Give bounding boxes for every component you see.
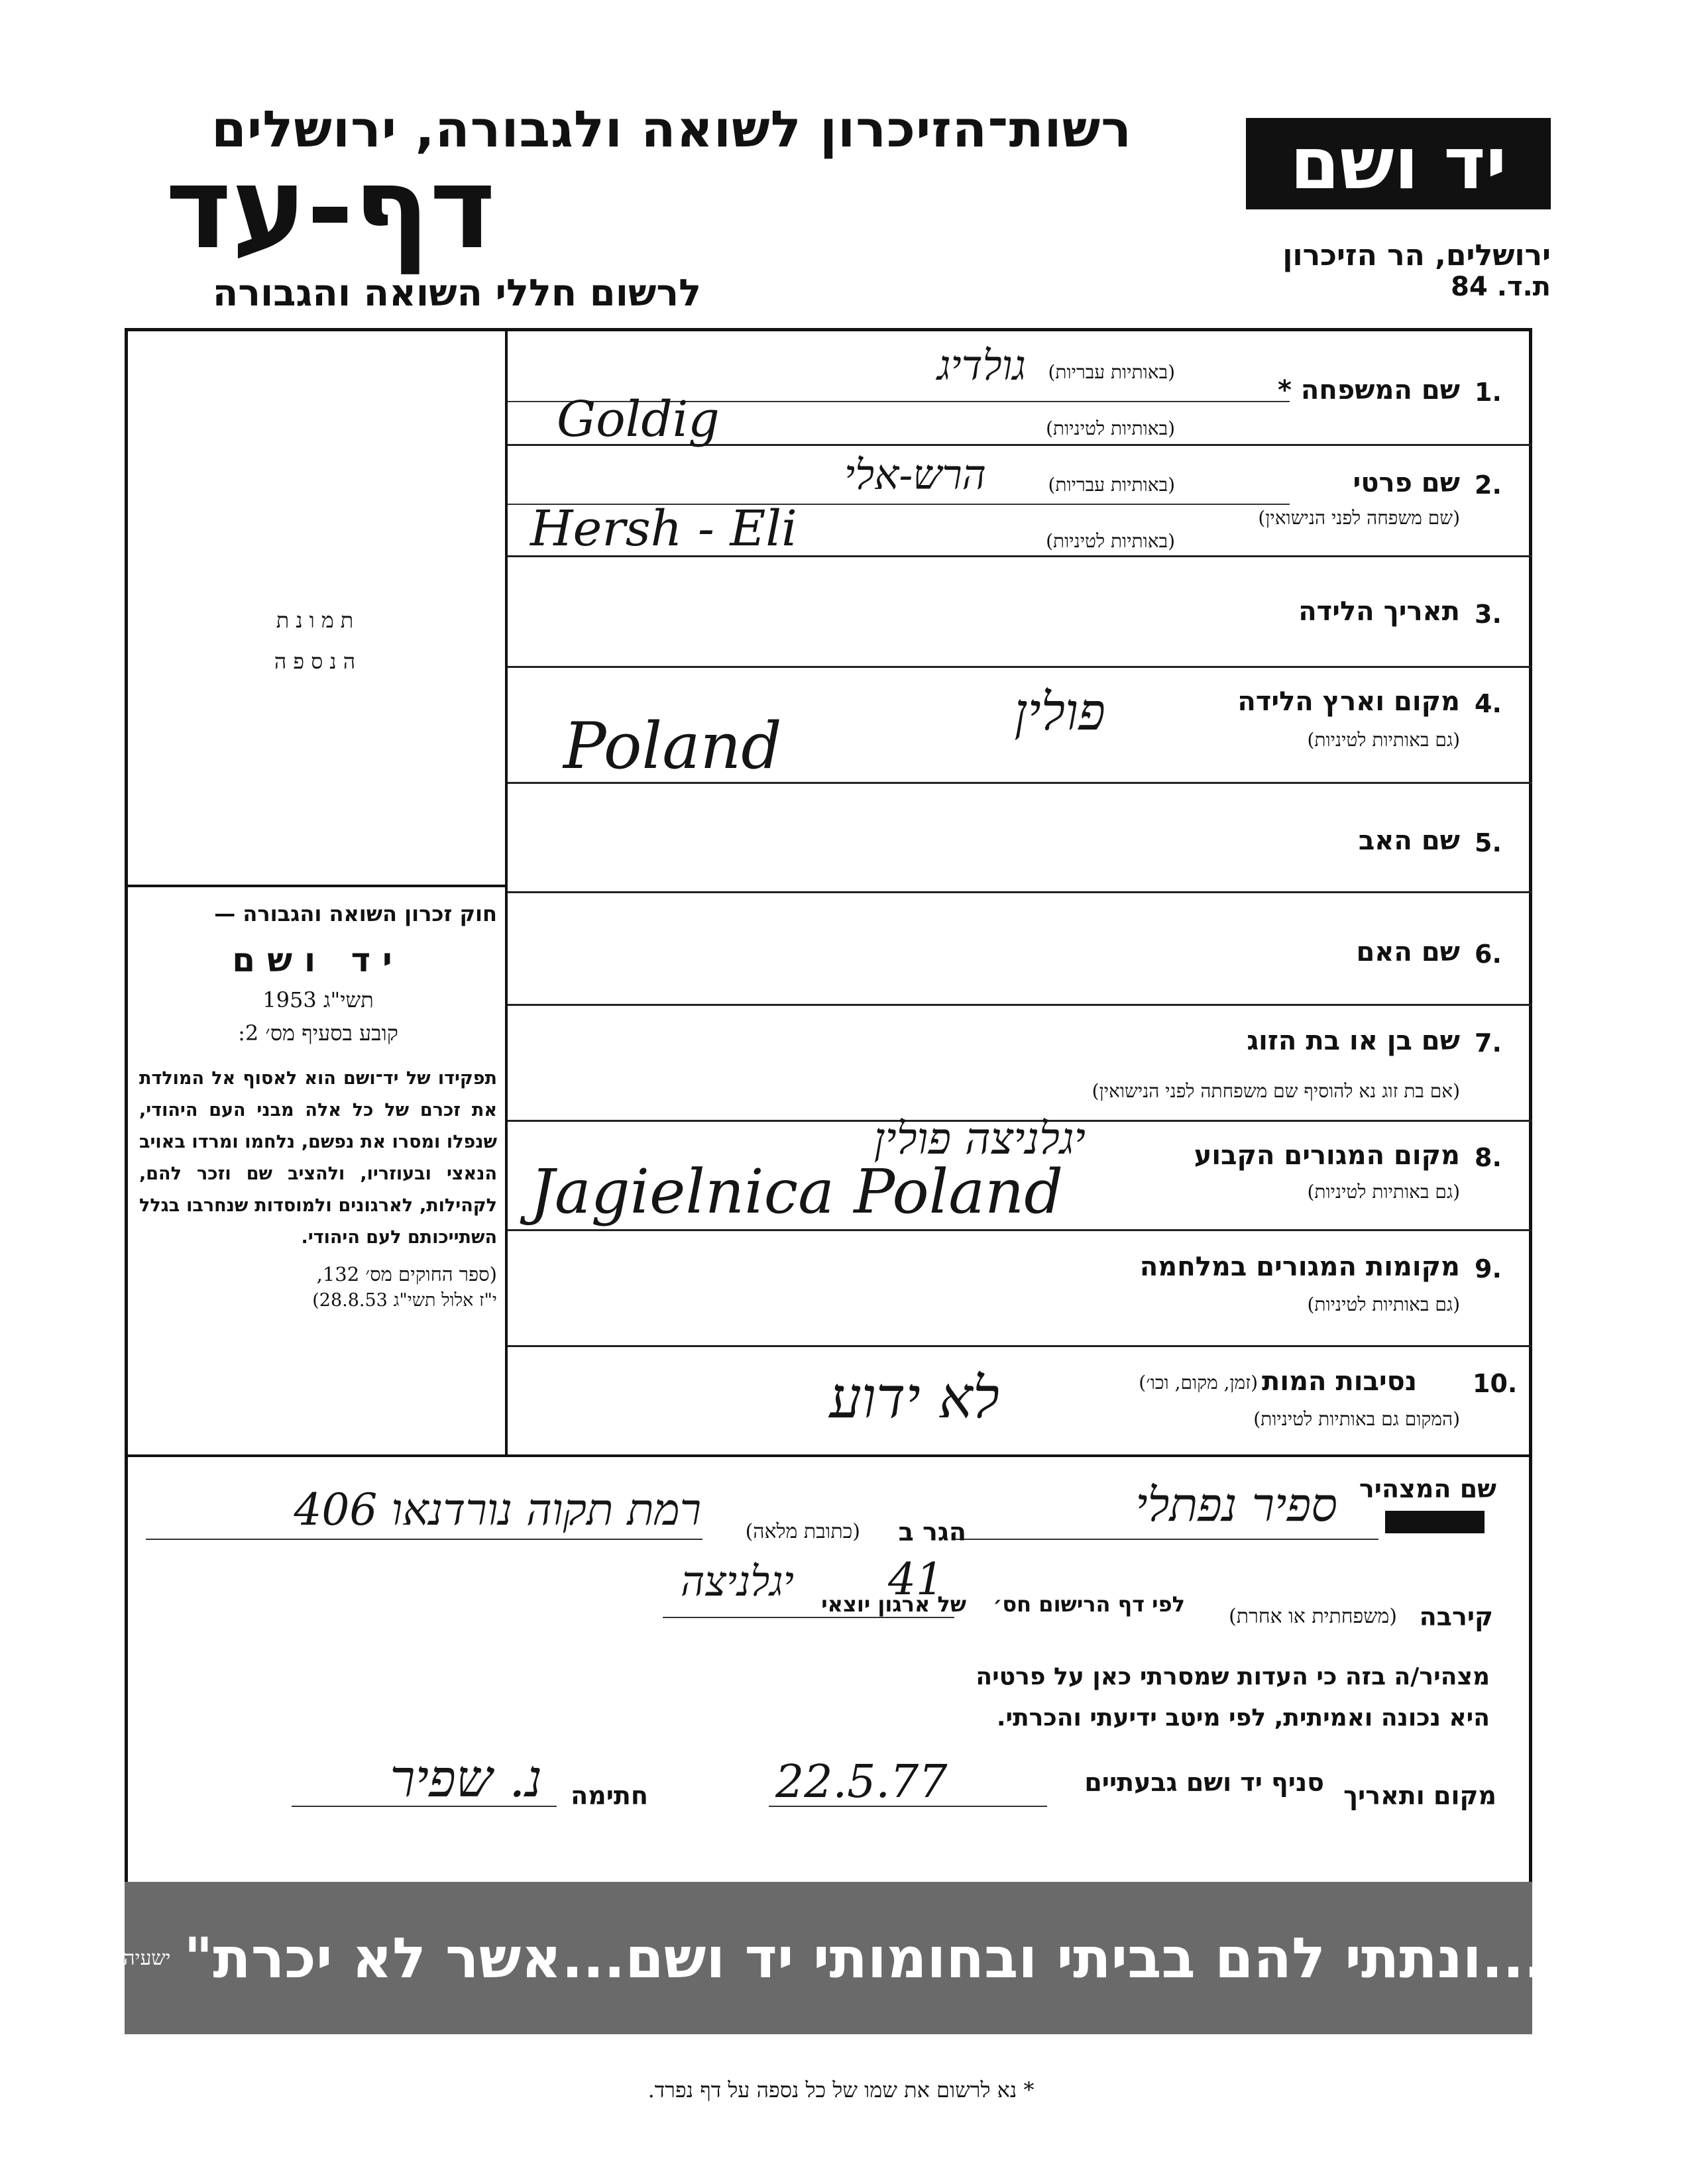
field-10-number: 10. (1473, 1369, 1518, 1398)
field-7-sublabel: (אם בת זוג נא להוסיף שם משפחתה לפני הנישואין) (1092, 1080, 1460, 1102)
field-4-sublabel: (גם באותיות לטיניות) (1307, 729, 1460, 751)
field-10-label-hint: (זמן, מקום, וכו׳) (1139, 1372, 1258, 1393)
field-1-hint-latin: (באותיות לטיניות) (1046, 417, 1175, 439)
field-8-value-hebrew[interactable]: יגלניצה פולין (873, 1113, 1086, 1164)
field-1-number: 1. (1475, 378, 1502, 407)
address-line (146, 1539, 702, 1540)
witness-name-line (954, 1539, 1378, 1540)
quote-banner (82, 1882, 1575, 2034)
law-quote-box (139, 901, 497, 1311)
redacted-mark (1385, 1511, 1485, 1533)
field-8-value-latin[interactable]: Jagielnica Poland (530, 1156, 1064, 1227)
field-6-label: שם האם (1356, 937, 1460, 967)
declaration-line-1: מצהיר/ה בזה כי העדות שמסרתי כאן על פרטיה (976, 1663, 1490, 1690)
org-label: של ארגון יוצאי (821, 1592, 966, 1617)
relation-label: קירבה (1419, 1602, 1493, 1631)
address-value[interactable]: רמת תקוה נורדנאו 406 (294, 1484, 701, 1535)
field-2-hint-hebrew: (באותיות עבריות) (1048, 474, 1175, 496)
field-1-label: שם המשפחה * (1278, 375, 1460, 406)
photo-label-line-1: תמונת (276, 608, 361, 633)
field-6-number: 6. (1475, 940, 1502, 969)
institution-name: רשות־הזיכרון לשואה ולגבורה, ירושלים (211, 99, 1132, 158)
field-9-number: 9. (1475, 1254, 1502, 1283)
witness-name-label: שם המצהיר (1359, 1474, 1496, 1503)
org-value[interactable]: יגלניצה (681, 1557, 794, 1606)
row-separator (508, 1229, 1532, 1231)
banner-quote: "...ונתתי להם בביתי ובחומותי יד ושם...אשר לא יכרת" (184, 1926, 1575, 1991)
row-separator (508, 891, 1532, 893)
address-line-2: ת.ד. 84 (1451, 272, 1551, 302)
law-year: תשי"ג 1953 (262, 987, 374, 1012)
field-9-sublabel: (גם באותיות לטיניות) (1307, 1293, 1460, 1315)
registration-value[interactable]: 41 (888, 1554, 944, 1605)
field-4-number: 4. (1475, 689, 1502, 718)
law-text: תפקידו של יד־ושם הוא לאסוף אל המולדת את זכרם של כל אלה מבני העם היהודי, שנפלו ומסרו את נפשם, נלחמו ומרדו באויב הנאצי ובעוזריו, ולהציב שם וזכר להם, לקהילות, לארגונים ולמוסדות שנחרבו בגלל השתייכותם לעם היהודי. (139, 1068, 497, 1248)
field-1-value-hebrew[interactable]: גולדיג (936, 341, 1026, 390)
law-title: חוק זכרון השואה והגבורה — (214, 901, 497, 926)
address-line-1: ירושלים, הר הזיכרון (1282, 239, 1551, 272)
row-separator (508, 1345, 1532, 1347)
photo-label-line-2: הנספה (274, 649, 363, 674)
field-2-value-latin[interactable]: Hersh - Eli (530, 500, 797, 557)
date-value[interactable]: 22.5.77 (775, 1756, 948, 1808)
field-8-label: מקום המגורים הקבוע (1194, 1140, 1460, 1171)
resides-label: הגר ב (898, 1517, 966, 1547)
field-2-label: שם פרטי (1353, 468, 1460, 498)
place-date-label: מקום ותאריך (1343, 1781, 1496, 1810)
law-date: י"ז אלול תשי"ג 28.8.53) (312, 1290, 497, 1311)
yad-vashem-logo: יד ושם (1246, 118, 1551, 209)
field-10-value-hebrew[interactable]: לא ידוע (829, 1365, 999, 1431)
resides-hint: (כתובת מלאה) (745, 1520, 860, 1543)
row-separator (508, 1004, 1532, 1006)
document-title: דף-עד (165, 143, 496, 274)
banner-source: ישעיהו נו ה (82, 1946, 171, 1970)
field-5-label: שם האב (1358, 826, 1460, 856)
place-value[interactable]: סניף יד ושם גבעתיים (1084, 1768, 1324, 1797)
field-8-sublabel: (גם באותיות לטיניות) (1307, 1181, 1460, 1203)
field-3-label: תאריך הלידה (1298, 596, 1460, 627)
law-section: קובע בסעיף מס׳ 2: (238, 1020, 398, 1046)
law-name: יד ושם (232, 941, 404, 979)
witness-name-value[interactable]: ספיר נפתלי (1135, 1478, 1337, 1532)
declaration-line-2: היא נכונה ואמיתית, לפי מיטב ידיעתי והכרתי. (996, 1704, 1490, 1731)
field-2-hint-latin: (באותיות לטיניות) (1046, 530, 1175, 552)
field-2-value-hebrew[interactable]: הרש-אלי (844, 451, 986, 499)
org-line (663, 1617, 954, 1618)
field-5-number: 5. (1475, 828, 1502, 857)
field-9-label: מקומות המגורים במלחמה (1139, 1252, 1460, 1282)
document-subtitle: לרשום חללי השואה והגבורה (212, 272, 701, 315)
field-7-label: שם בן או בת הזוג (1247, 1026, 1460, 1056)
field-3-number: 3. (1475, 600, 1502, 629)
field-1-value-latin[interactable]: Goldig (557, 391, 720, 448)
field-8-number: 8. (1475, 1143, 1502, 1172)
field-4-label: מקום וארץ הלידה (1237, 686, 1460, 717)
section-divider (125, 1454, 1532, 1457)
left-panel-divider (125, 885, 508, 887)
field-10-label: נסיבות המות (1262, 1366, 1417, 1397)
field-2-number: 2. (1475, 470, 1502, 500)
field-4-value-latin[interactable]: Poland (563, 709, 782, 783)
field-10-sublabel: (המקום גם באותיות לטיניות) (1253, 1408, 1460, 1430)
field-4-value-hebrew[interactable]: פולין (1014, 682, 1105, 742)
declaration-text (562, 1657, 1490, 1739)
registration-label: לפי דף הרישום חס׳ (993, 1592, 1185, 1617)
row-separator (508, 666, 1532, 668)
field-1-hint-hebrew: (באותיות עבריות) (1048, 361, 1175, 383)
footnote: * נא לרשום את שמו של כל נספה על דף נפרד. (647, 2077, 1035, 2102)
photo-placeholder (192, 600, 444, 682)
signature-label: חתימה (571, 1781, 648, 1810)
law-book-ref: (ספר החוקים מס׳ 132, (316, 1263, 497, 1285)
relation-hint: (משפחתית או אחרת) (1229, 1605, 1397, 1628)
signature-value[interactable]: נ. שפיר (390, 1749, 542, 1809)
field-7-number: 7. (1475, 1028, 1502, 1058)
field-2-sublabel: (שם משפחה לפני הנישואין) (1258, 507, 1460, 529)
